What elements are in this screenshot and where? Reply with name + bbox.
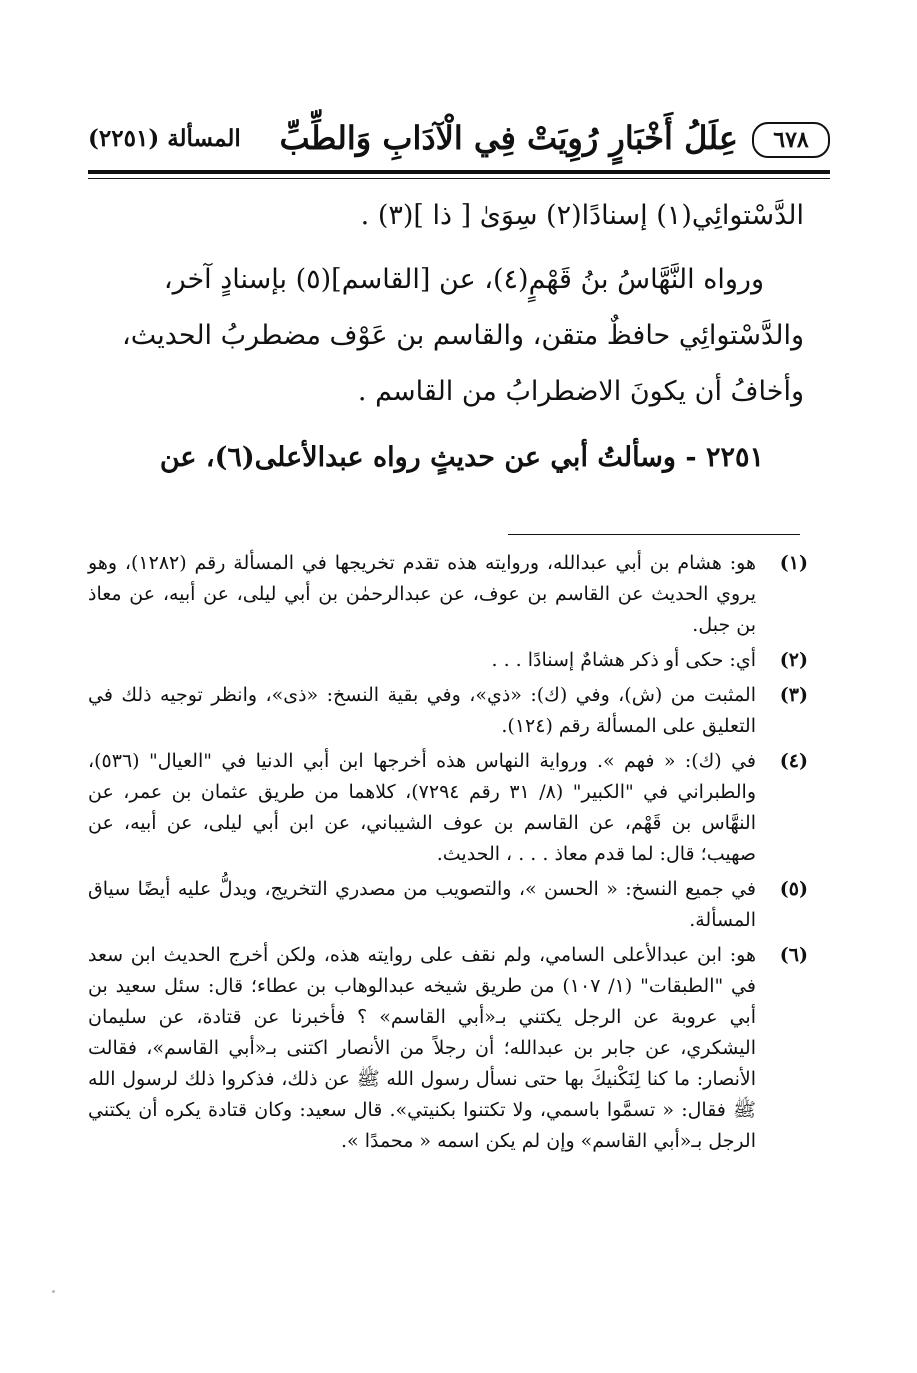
footnote-number: (٥) [779, 878, 808, 900]
header-rule-thin [88, 178, 830, 179]
scan-speck [52, 1290, 55, 1293]
footnote-number: (١) [779, 552, 808, 574]
page-number: ٦٧٨ [752, 122, 830, 158]
footnote-3 [88, 680, 808, 742]
issue-label: المسألة (٢٢٥١) [88, 125, 241, 152]
page-header [88, 112, 830, 164]
footnote-6 [88, 940, 808, 1157]
footnote-text: المثبت من (ش)، وفي (ك): «ذي»، وفي بقية النسخ: «ذى»، وانظر توجيه ذلك في التعليق على المسألة رقم (١٢٤). [88, 684, 756, 737]
main-text [92, 188, 804, 486]
footnote-number: (٢) [779, 649, 808, 671]
footnote-text: هو: هشام بن أبي عبدالله، وروايته هذه تقدم تخريجها في المسألة رقم (١٢٨٢)، وهو يروي الحديث عن القاسم بن عوف، عن عبدالرحمٰن بن أبي ليلى، عن أبيه، عن معاذ بن جبل. [88, 552, 756, 636]
footnote-number: (٣) [779, 684, 808, 706]
main-paragraph-2-line-3: وأخافُ أن يكونَ الاضطرابُ من القاسم . [357, 376, 804, 407]
header-rule-thick [88, 170, 830, 174]
footnote-4 [88, 746, 808, 870]
book-title: عِلَلُ أَخْبَارٍ رُوِيَتْ فِي الْآدَابِ وَالطِّبِّ [279, 119, 738, 157]
footnote-separator [508, 534, 800, 535]
issue-2251-line: ٢٢٥١ - وسألتُ أبي عن حديثٍ رواه عبدالأعلى(٦)، عن [159, 442, 764, 473]
footnote-text: هو: ابن عبدالأعلى السامي، ولم نقف على روايته هذه، ولكن أخرج الحديث ابن سعد في "الطبقات" (١/ ١٠٧) من طريق شيخه عبدالوهاب بن عطاء؛ قال: سئل سعيد بن أبي عروبة عن الرجل يكتني بـ«أبي القاسم» ؟ فأخبرنا عن قتادة، عن سليمان اليشكري، عن جابر بن عبدالله؛ أن رجلاً من الأنصار اكتنى بـ«أبي القاسم»، فقالت الأنصار: ما كنا لِنَكْنيكَ بها حتى نسأل رسول الله ﷺ عن ذلك، فذكروا ذلك لرسول الله ﷺ فقال: « تسمَّوا باسمي، ولا تكتنوا بكنيتي». قال سعيد: وكان قتادة يكره أن يكتني الرجل بـ«أبي القاسم» وإن لم يكن اسمه « محمدًا ». [88, 944, 756, 1152]
main-paragraph-2-line-2: والدَّسْتوائِي حافظٌ متقن، والقاسم بن عَوْف مضطربُ الحديث، [121, 320, 804, 351]
footnotes [88, 548, 808, 1161]
footnote-5 [88, 874, 808, 936]
footnote-1 [88, 548, 808, 641]
footnote-number: (٤) [779, 750, 808, 772]
footnote-text: في جميع النسخ: « الحسن »، والتصويب من مصدري التخريج، ويدلُّ عليه أيضًا سياق المسألة. [88, 878, 756, 931]
footnote-text: في (ك): « فهم ». ورواية النهاس هذه أخرجها ابن أبي الدنيا في "العيال" (٥٣٦)، والطبراني في "الكبير" (٨/ ٣١ رقم ٧٢٩٤)، كلاهما من طريق عثمان بن عمر، عن النهَّاس بن قَهْم، عن القاسم بن عوف الشيباني، عن ابن أبي ليلى، عن أبيه، عن صهيب؛ قال: لما قدم معاذ . . . ، الحديث. [88, 750, 757, 865]
main-line-1: الدَّسْتوائِي(١) إسنادًا(٢) سِوَىٰ [ ذا ](٣) . [360, 200, 804, 231]
main-paragraph-2-line-1: ورواه النَّهَّاسُ بنُ قَهْمٍ(٤)، عن [القاسم](٥) بإسنادٍ آخر، [163, 264, 764, 295]
footnote-text: أي: حكى أو ذكر هشامٌ إسنادًا . . . [491, 649, 756, 671]
footnote-2 [88, 645, 808, 676]
footnote-number: (٦) [779, 944, 808, 966]
